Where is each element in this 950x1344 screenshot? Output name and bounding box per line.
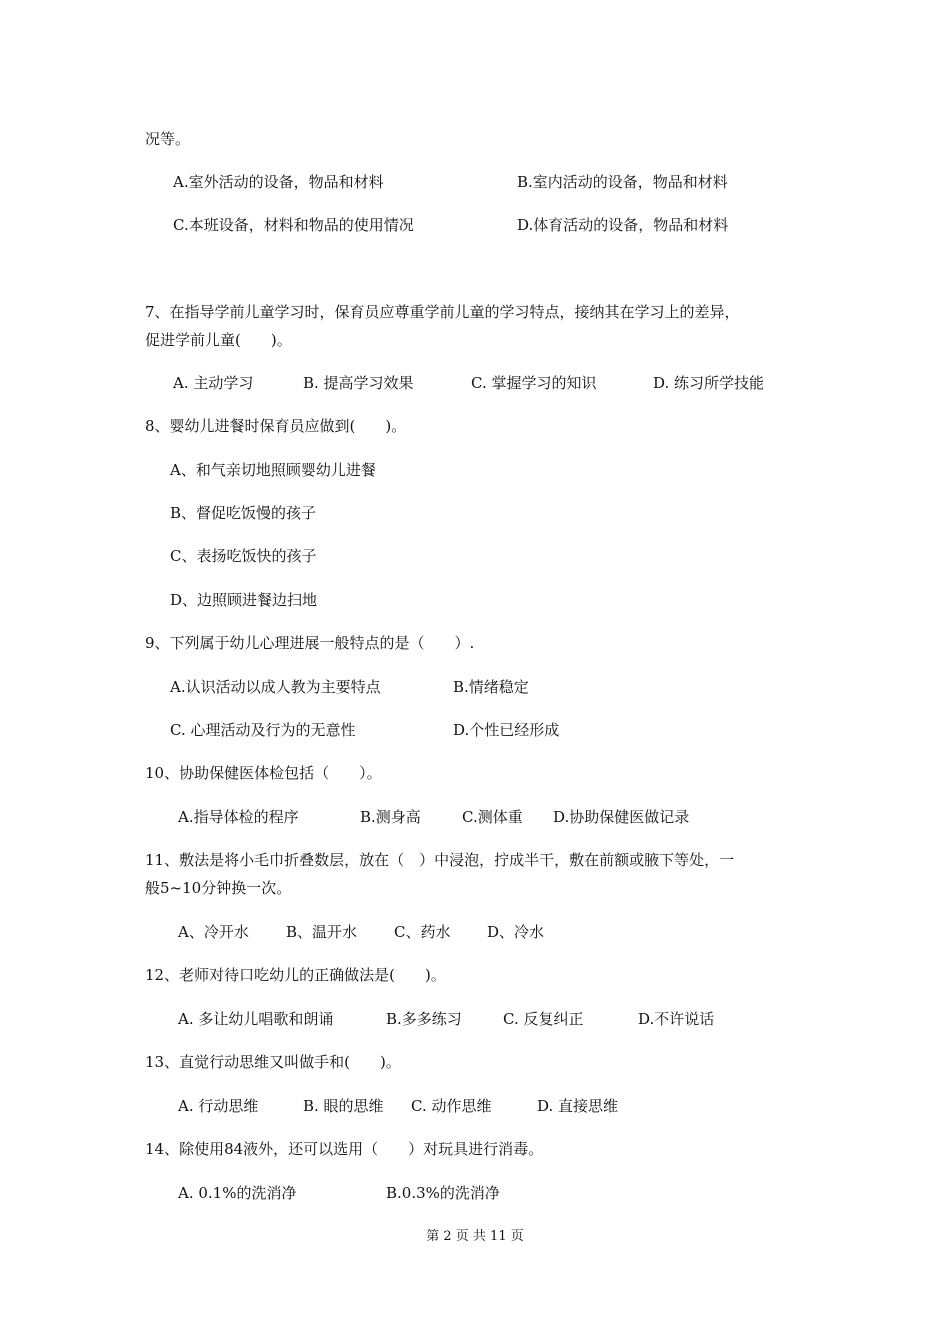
- option-c: C、药水: [394, 923, 451, 941]
- option-a: A. 多让幼儿唱歌和朗诵: [178, 1010, 334, 1028]
- question-text: 7、在指导学前儿童学习时，保育员应尊重学前儿童的学习特点，接纳其在学习上的差异，: [145, 303, 740, 321]
- option-c: C. 掌握学习的知识: [471, 374, 597, 392]
- option-b: B. 眼的思维: [303, 1097, 384, 1115]
- question-text: 般5~10分钟换一次。: [145, 879, 292, 897]
- question-text: 9、下列属于幼儿心理进展一般特点的是（ ）.: [145, 634, 475, 652]
- option-b: B.0.3%的洗消净: [386, 1184, 500, 1202]
- option-c: C.测体重: [462, 808, 523, 826]
- option-d: D.协助保健医做记录: [553, 808, 690, 826]
- question-text: 11、敷法是将小毛巾折叠数层，放在（ ）中浸泡，拧成半干，敷在前额或腋下等处，一: [145, 851, 735, 869]
- option-a: A.指导体检的程序: [178, 808, 299, 826]
- option-d: D、冷水: [487, 923, 545, 941]
- option-b: B、温开水: [286, 923, 358, 941]
- option-d: D、边照顾进餐边扫地: [170, 591, 318, 609]
- option-c: C、表扬吃饭快的孩子: [170, 547, 317, 565]
- option-d: D. 练习所学技能: [653, 374, 765, 392]
- option-b: B.多多练习: [386, 1010, 462, 1028]
- page-footer: 第 2 页 共 11 页: [426, 1229, 524, 1244]
- question-text: 14、除使用84液外，还可以选用（ ）对玩具进行消毒。: [145, 1140, 544, 1158]
- option-b: B. 提高学习效果: [303, 374, 414, 392]
- option-a: A、冷开水: [178, 923, 249, 941]
- option-a: A、和气亲切地照顾婴幼儿进餐: [170, 461, 376, 479]
- option-c: C. 反复纠正: [503, 1010, 584, 1028]
- option-a: A.室外活动的设备，物品和材料: [173, 173, 384, 191]
- option-c: C. 心理活动及行为的无意性: [170, 721, 356, 739]
- text-line: 况等。: [145, 130, 191, 148]
- option-c: C.本班设备，材料和物品的使用情况: [173, 216, 414, 234]
- question-text: 13、直觉行动思维又叫做手和( )。: [145, 1053, 401, 1071]
- option-a: A. 0.1%的洗消净: [178, 1184, 297, 1202]
- option-d: D.个性已经形成: [453, 721, 560, 739]
- option-b: B.测身高: [360, 808, 421, 826]
- option-b: B、督促吃饭慢的孩子: [170, 504, 317, 522]
- question-text: 12、老师对待口吃幼儿的正确做法是( )。: [145, 966, 446, 984]
- option-d: D.体育活动的设备，物品和材料: [517, 216, 729, 234]
- question-text: 促进学前儿童( )。: [145, 331, 292, 349]
- option-c: C. 动作思维: [411, 1097, 492, 1115]
- option-a: A. 行动思维: [178, 1097, 259, 1115]
- question-text: 8、婴幼儿进餐时保育员应做到( )。: [145, 417, 407, 435]
- option-a: A.认识活动以成人教为主要特点: [170, 678, 381, 696]
- option-b: B.室内活动的设备，物品和材料: [517, 173, 728, 191]
- option-d: D. 直接思维: [537, 1097, 619, 1115]
- question-text: 10、协助保健医体检包括（ ）。: [145, 764, 382, 782]
- option-a: A. 主动学习: [173, 374, 254, 392]
- option-b: B.情绪稳定: [453, 678, 529, 696]
- option-d: D.不许说话: [638, 1010, 715, 1028]
